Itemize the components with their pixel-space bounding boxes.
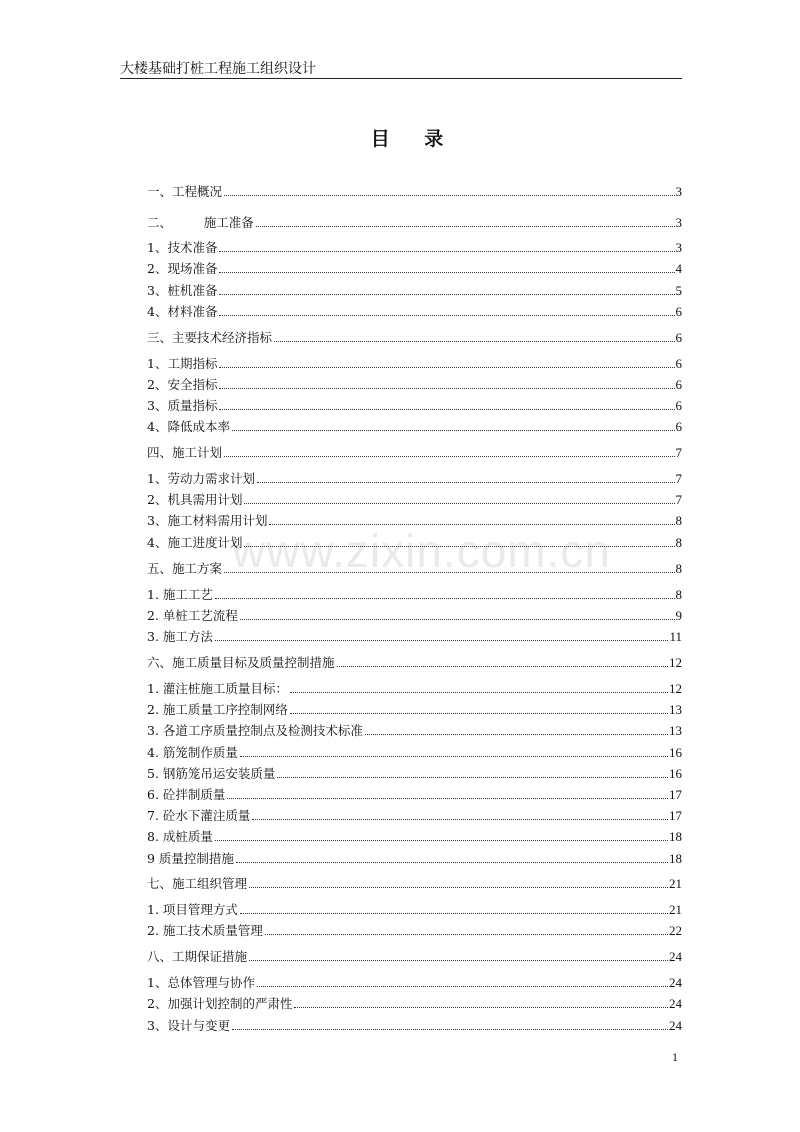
toc-entry-label: 9 质量控制措施 <box>147 851 234 866</box>
toc-entry-page: 12 <box>669 655 682 670</box>
toc-entry-page: 4 <box>675 261 682 276</box>
watermark: www.zixin.com.cn <box>232 525 611 577</box>
toc-entry-page: 16 <box>669 766 682 781</box>
toc-entry-label: 7. 砼水下灌注质量 <box>147 808 251 823</box>
toc-dot-leader <box>290 692 668 693</box>
toc-dot-leader <box>224 572 674 573</box>
toc-dot-leader <box>244 546 674 547</box>
toc-entry-page: 7 <box>675 471 682 486</box>
toc-dot-leader <box>240 756 668 757</box>
toc-entry[interactable] <box>147 396 682 414</box>
toc-entry-label: 4. 筋笼制作质量 <box>147 745 238 760</box>
toc-dot-leader <box>219 409 674 410</box>
toc-entry-label: 3、桩机准备 <box>147 283 218 298</box>
toc-entry[interactable] <box>147 585 682 603</box>
toc-dot-leader <box>337 666 668 667</box>
toc-entry-label: 2、现场准备 <box>147 261 218 276</box>
toc-entry-page: 13 <box>669 702 682 717</box>
toc-entry-label: 二、 施工准备 <box>147 215 254 230</box>
toc-entry[interactable] <box>147 328 682 346</box>
toc-dot-leader <box>256 226 675 227</box>
toc-entry-page: 22 <box>669 923 682 938</box>
toc-entry[interactable] <box>147 511 682 529</box>
toc-entry[interactable] <box>147 721 682 739</box>
toc-dot-leader <box>365 734 668 735</box>
toc-entry-page: 6 <box>675 356 682 371</box>
toc-entry-label: 4、材料准备 <box>147 304 218 319</box>
toc-entry-label: 2、机具需用计划 <box>147 492 243 507</box>
toc-entry-page: 21 <box>669 876 682 891</box>
toc-entry[interactable] <box>147 182 682 200</box>
toc-entry[interactable] <box>147 679 682 697</box>
toc-entry-page: 3 <box>675 240 682 255</box>
toc-entry[interactable] <box>147 443 682 461</box>
toc-entry[interactable] <box>147 354 682 372</box>
toc-dot-leader <box>219 272 674 273</box>
toc-entry[interactable] <box>147 627 682 645</box>
toc-dot-leader <box>219 388 674 389</box>
toc-entry-page: 16 <box>669 745 682 760</box>
toc-entry-label: 3、施工材料需用计划 <box>147 513 268 528</box>
toc-entry[interactable] <box>147 874 682 892</box>
toc-entry-page: 6 <box>675 377 682 392</box>
toc-entry-page: 11 <box>669 629 682 644</box>
toc-entry-label: 1、总体管理与协作 <box>147 975 255 990</box>
toc-entry[interactable] <box>147 700 682 718</box>
page-header <box>120 56 682 79</box>
toc-entry[interactable] <box>147 533 682 551</box>
toc-entry-page: 17 <box>669 787 682 802</box>
toc-entry[interactable] <box>147 469 682 487</box>
toc-entry-page: 24 <box>669 1018 682 1033</box>
toc-entry-label: 4、降低成本率 <box>147 419 230 434</box>
toc-dot-leader <box>252 819 668 820</box>
toc-entry-page: 24 <box>669 996 682 1011</box>
toc-entry-label: 1. 项目管理方式 <box>147 902 238 917</box>
toc-dot-leader <box>232 430 675 431</box>
toc-entry-page: 18 <box>669 829 682 844</box>
toc-entry[interactable] <box>147 559 682 577</box>
toc-entry-label: 一、工程概况 <box>147 184 223 199</box>
toc-entry[interactable] <box>147 849 682 867</box>
toc-entry-page: 3 <box>675 184 682 199</box>
toc-entry[interactable] <box>147 1016 682 1034</box>
toc-entry[interactable] <box>147 259 682 277</box>
toc-entry-label: 七、施工组织管理 <box>147 876 248 891</box>
toc-entry-page: 7 <box>675 492 682 507</box>
toc-dot-leader <box>227 798 668 799</box>
toc-dot-leader <box>269 524 674 525</box>
toc-dot-leader <box>215 598 675 599</box>
toc-dot-leader <box>224 456 674 457</box>
toc-dot-leader <box>240 619 675 620</box>
toc-entry-label: 8. 成桩质量 <box>147 829 213 844</box>
toc-entry-page: 18 <box>669 851 682 866</box>
toc-entry[interactable] <box>147 827 682 845</box>
toc-dot-leader <box>294 1007 668 1008</box>
toc-entry[interactable] <box>147 213 682 231</box>
toc-entry-label: 八、工期保证措施 <box>147 949 248 964</box>
toc-dot-leader <box>232 1029 668 1030</box>
toc-dot-leader <box>219 251 674 252</box>
toc-title: 目 录 <box>370 128 458 150</box>
toc-dot-leader <box>290 713 668 714</box>
toc-entry[interactable] <box>147 764 682 782</box>
toc-dot-leader <box>265 934 668 935</box>
toc-entry-label: 6. 砼拌制质量 <box>147 787 226 802</box>
toc-entry[interactable] <box>147 973 682 991</box>
toc-dot-leader <box>219 367 674 368</box>
toc-entry-label: 六、施工质量目标及质量控制措施 <box>147 655 335 670</box>
toc-dot-leader <box>257 482 675 483</box>
toc-entry-label: 2. 施工质量工序控制网络 <box>147 702 288 717</box>
toc-entry-page: 3 <box>675 215 682 230</box>
toc-dot-leader <box>277 777 668 778</box>
page-number: 1 <box>672 1050 678 1064</box>
toc-entry[interactable] <box>147 806 682 824</box>
toc-entry[interactable] <box>147 302 682 320</box>
toc-dot-leader <box>224 195 674 196</box>
toc-entry-page: 8 <box>675 513 682 528</box>
toc-dot-leader <box>236 862 668 863</box>
toc-entry[interactable] <box>147 238 682 256</box>
toc-entry-label: 1、技术准备 <box>147 240 218 255</box>
toc-entry[interactable] <box>147 743 682 761</box>
toc-dot-leader <box>219 315 674 316</box>
toc-entry-label: 1、劳动力需求计划 <box>147 471 255 486</box>
toc-entry[interactable] <box>147 606 682 624</box>
toc-entry-label: 3、设计与变更 <box>147 1018 230 1033</box>
toc-entry[interactable] <box>147 921 682 939</box>
toc-entry-page: 7 <box>675 445 682 460</box>
toc-entry-label: 3. 各道工序质量控制点及检测技术标准 <box>147 723 363 738</box>
toc-entry-label: 三、主要技术经济指标 <box>147 330 273 345</box>
toc-entry[interactable] <box>147 490 682 508</box>
toc-entry-label: 2、加强计划控制的严肃性 <box>147 996 293 1011</box>
toc-entry-label: 1、工期指标 <box>147 356 218 371</box>
toc-entry-label: 3. 施工方法 <box>147 629 213 644</box>
toc-dot-leader <box>249 887 668 888</box>
toc-entry[interactable] <box>147 417 682 435</box>
toc-dot-leader <box>274 341 674 342</box>
toc-entry-label: 3、质量指标 <box>147 398 218 413</box>
toc-entry-label: 1. 灌注桩施工质量目标： <box>147 681 288 696</box>
toc-entry-label: 4、施工进度计划 <box>147 535 243 550</box>
toc-entry-label: 2. 施工技术质量管理 <box>147 923 263 938</box>
toc-entry-page: 24 <box>669 949 682 964</box>
toc-entry-label: 1. 施工工艺 <box>147 587 213 602</box>
toc-entry-page: 24 <box>669 975 682 990</box>
toc-entry-page: 13 <box>669 723 682 738</box>
toc-dot-leader <box>219 294 674 295</box>
toc-entry-page: 6 <box>675 398 682 413</box>
toc-entry-page: 5 <box>675 283 682 298</box>
toc-dot-leader <box>215 840 668 841</box>
toc-dot-leader <box>240 913 668 914</box>
toc-entry-page: 17 <box>669 808 682 823</box>
toc-entry-page: 8 <box>675 587 682 602</box>
toc-entry[interactable] <box>147 994 682 1012</box>
toc-entry[interactable] <box>147 947 682 965</box>
toc-entry-label: 5. 钢筋笼吊运安装质量 <box>147 766 276 781</box>
toc-entry[interactable] <box>147 653 682 671</box>
toc-dot-leader <box>249 960 668 961</box>
toc-entry-page: 8 <box>675 535 682 550</box>
toc-entry-page: 8 <box>675 561 682 576</box>
toc-entry-page: 9 <box>675 608 682 623</box>
toc-dot-leader <box>215 640 669 641</box>
toc-entry-page: 12 <box>669 681 682 696</box>
toc-dot-leader <box>244 503 674 504</box>
toc-entry-page: 6 <box>675 304 682 319</box>
toc-dot-leader <box>257 986 668 987</box>
toc-entry[interactable] <box>147 785 682 803</box>
header-title: 大楼基础打桩工程施工组织设计 <box>120 61 316 77</box>
toc-entry[interactable] <box>147 900 682 918</box>
toc-entry-label: 2. 单桩工艺流程 <box>147 608 238 623</box>
toc-entry-label: 四、施工计划 <box>147 445 223 460</box>
toc-entry-page: 21 <box>669 902 682 917</box>
toc-entry-page: 6 <box>675 330 682 345</box>
toc-entry-label: 五、施工方案 <box>147 561 223 576</box>
toc-entry[interactable] <box>147 281 682 299</box>
toc-entry-page: 6 <box>675 419 682 434</box>
toc-entry-label: 2、安全指标 <box>147 377 218 392</box>
toc-entry[interactable] <box>147 375 682 393</box>
